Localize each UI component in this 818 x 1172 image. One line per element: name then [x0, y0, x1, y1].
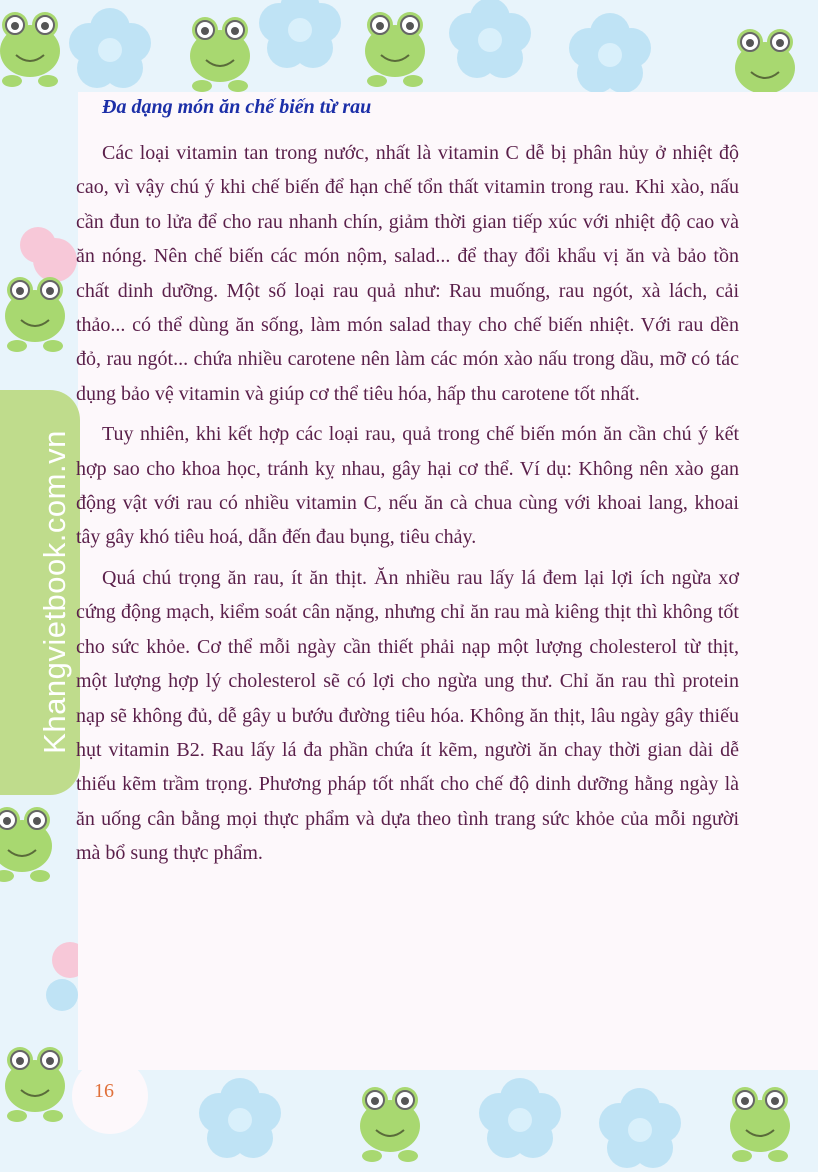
body-text: [76, 136, 739, 877]
section-heading: Đa dạng món ăn chế biến từ rau: [102, 96, 372, 118]
paragraph: Quá chú trọng ăn rau, ít ăn thịt. Ăn nhiều rau lấy lá đem lại lợi ích ngừa xơ cứng động mạch, kiểm soát cân nặng, nhưng chỉ ăn rau mà kiêng thịt thì không tốt cho sức khỏe. Cơ thể mỗi ngày cần thiết phải nạp một lượng cholesterol từ thịt, một lượng hợp lý cholesterol sẽ có lợi cho ngừa ung thư. Chỉ ăn rau thì protein nạp sẽ không đủ, dễ gây u bướu đường tiêu hóa. Không ăn thịt, lâu ngày gây thiếu hụt vitamin B2. Rau lấy lá đa phần chứa ít kẽm, người ăn chay thời gian dài dễ thiếu kẽm trầm trọng. Phương pháp tốt nhất cho chế độ dinh dưỡng hằng ngày là ăn uống cân bằng mọi thực phẩm và dựa theo tình trang sức khỏe của mỗi người mà bổ sung thực phẩm.: [76, 566, 739, 865]
watermark-text: Khangvietbook.com.vn: [37, 430, 72, 754]
page-number: 16: [94, 1080, 114, 1102]
paragraph: Tuy nhiên, khi kết hợp các loại rau, quả trong chế biến món ăn cần chú ý kết hợp sao cho khoa học, tránh kỵ nhau, gây hại cơ thể. Ví dụ: Không nên xào gan động vật với rau có nhiều vitamin C, nếu ăn cà chua cùng với khoai lang, khoai tây gây khó tiêu hoá, dẫn đến đau bụng, tiêu chảy.: [76, 423, 739, 549]
page-right-margin: [740, 92, 818, 1070]
paragraph: Các loại vitamin tan trong nước, nhất là vitamin C dễ bị phân hủy ở nhiệt độ cao, vì vậy chú ý khi chế biến để hạn chế tổn thất vitamin trong rau. Khi xào, nấu cần đun to lửa để cho rau nhanh chín, giảm thời gian tiếp xúc với nhiệt độ cao và ăn nóng. Nên chế biến các món nộm, salad... để thay đổi khẩu vị ăn và bảo tồn chất dinh dưỡng. Một số loại rau quả như: Rau muống, rau ngót, xà lách, cải thảo... có thể dùng ăn sống, làm món salad thay cho chế biến nhiệt. Với rau dền đỏ, rau ngót... chứa nhiều carotene nên làm các món xào nấu trong dầu, mỡ có tác dụng bảo vệ vitamin và giúp cơ thể tiêu hóa, hấp thu carotene tốt nhất.: [76, 142, 739, 405]
